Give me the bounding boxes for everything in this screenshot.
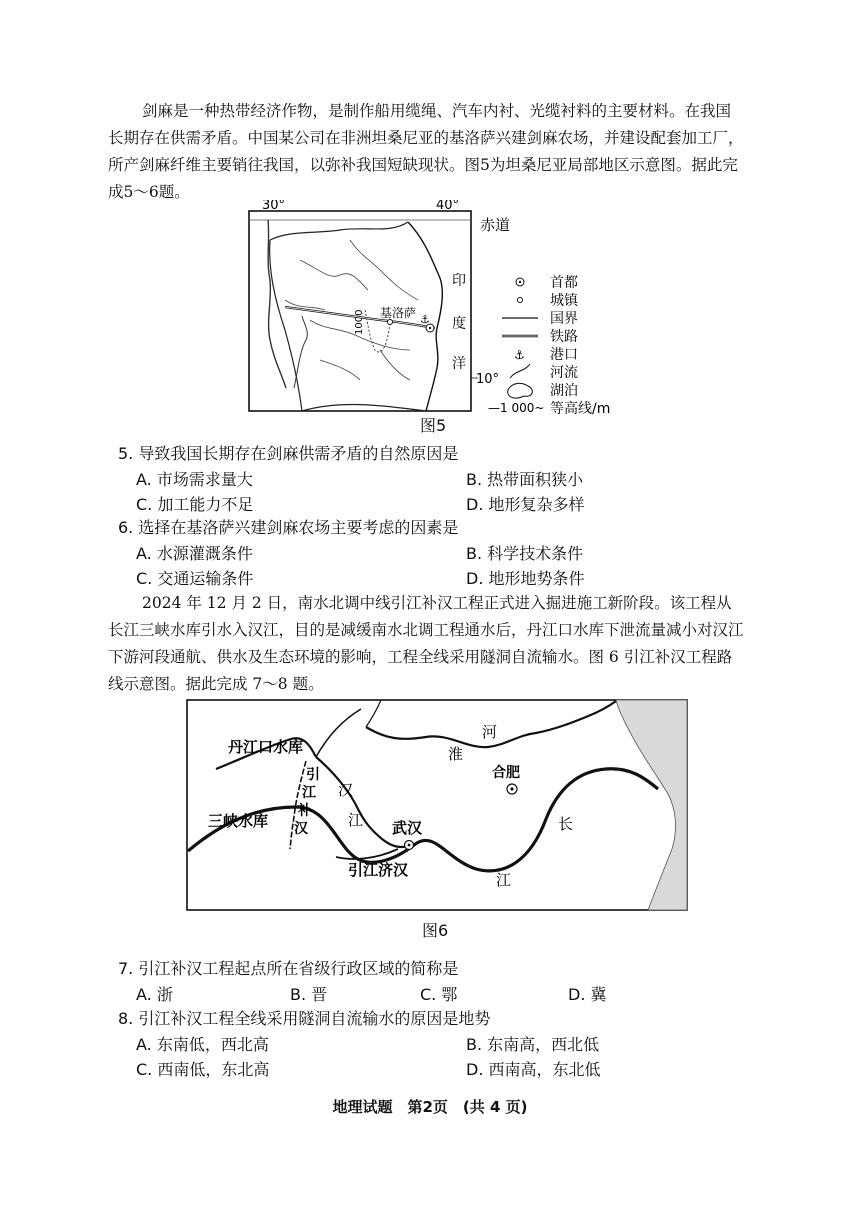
svg-text:补: 补 [298, 803, 312, 819]
legend-railway: 铁路 [550, 329, 578, 345]
legend-contour: 等高线/m [550, 401, 611, 417]
equator-label: 赤道 [480, 216, 511, 234]
passage-water-diversion [108, 590, 744, 698]
question-6-option-c[interactable]: C. 交通运输条件 [136, 569, 254, 588]
legend-river-icon [510, 364, 530, 378]
passage-sisal-text: 剑麻是一种热带经济作物，是制作船用缆绳、汽车内衬、光缆衬料的主要材料。在我国长期存在供需矛盾。中国某公司在非洲坦桑尼亚的基洛萨兴建剑麻农场，并建设配套加工厂，所产剑麻纤维主要销往我国，以弥补我国短缺现状。图5为坦桑尼亚局部地区示意图。据此完成5～6题。 [108, 102, 744, 201]
ocean-label-1: 印 [452, 273, 466, 289]
ocean-label-2: 度 [452, 316, 466, 332]
question-7-stem: 7. 引江补汉工程起点所在省级行政区域的简称是 [118, 959, 459, 978]
svg-text:江: 江 [302, 785, 316, 801]
question-5-option-b[interactable]: B. 热带面积狭小 [466, 470, 584, 489]
question-6-stem: 6. 选择在基洛萨兴建剑麻农场主要考虑的因素是 [118, 518, 459, 537]
legend-border: 国界 [550, 311, 578, 327]
han-label-2: 江 [348, 811, 364, 829]
legend-port-icon: ⚓ [514, 348, 525, 362]
svg-text:汉: 汉 [294, 821, 308, 837]
han-label-1: 汉 [338, 781, 354, 799]
question-8-stem: 8. 引江补汉工程全线采用隧洞自流输水的原因是地势 [118, 1009, 491, 1028]
map6-frame [187, 700, 687, 910]
question-8-option-a[interactable]: A. 东南低，西北高 [136, 1035, 269, 1054]
ocean-label-3: 洋 [452, 356, 466, 372]
figure-6-caption: 图6 [422, 921, 449, 940]
question-7-option-d[interactable]: D. 冀 [568, 985, 607, 1004]
lon-40-label: 40° [436, 200, 460, 213]
lake-shore [294, 316, 307, 388]
figure-5-map [240, 200, 620, 425]
question-5-option-c[interactable]: C. 加工能力不足 [136, 495, 254, 514]
legend-river: 河流 [550, 365, 578, 381]
map-legend [488, 275, 610, 417]
page-footer: 地理试题 第2页 (共 4 页) [332, 1098, 528, 1116]
hefei-label: 合肥 [492, 765, 520, 781]
question-5-stem: 5. 导致我国长期存在剑麻供需矛盾的自然原因是 [118, 444, 459, 463]
passage-water-diversion-text: 2024 年 12 月 2 日，南水北调中线引江补汉工程正式进入掘进施工新阶段。该工程从长江三峡水库引水入汉江，目的是减缓南水北调工程通水后，丹江口水库下泄流量减小对汉江下游河段通航、供水及生态环境的影响，工程全线采用隧洞自流输水。图 6 引江补汉工程路线示意图。据此完成 7～8 题。 [108, 594, 744, 693]
legend-capital: 首都 [550, 275, 578, 291]
question-5-option-d[interactable]: D. 地形复杂多样 [466, 495, 585, 514]
passage-sisal [108, 98, 744, 206]
figure-5-caption: 图5 [420, 416, 447, 435]
port-icon: ⚓ [420, 313, 430, 326]
kilosa-label: 基洛萨 [380, 306, 417, 320]
danjiangkou-label: 丹江口水库 [228, 738, 304, 756]
kilosa-town-marker [388, 320, 393, 325]
question-8-option-d[interactable]: D. 西南高，东北低 [466, 1060, 601, 1079]
jiang-label: 江 [496, 871, 512, 889]
lon-30-label: 30° [262, 200, 286, 213]
question-6-option-b[interactable]: B. 科学技术条件 [466, 544, 584, 563]
question-7-option-a[interactable]: A. 浙 [136, 985, 173, 1004]
lat-10-label: 10° [476, 372, 500, 387]
legend-lake: 湖泊 [550, 383, 578, 399]
figure-6-map [186, 699, 688, 911]
legend-town-icon [518, 298, 523, 303]
svg-text:引: 引 [306, 767, 320, 783]
legend-port: 港口 [550, 347, 578, 363]
question-8-option-c[interactable]: C. 西南低，东北高 [136, 1060, 270, 1079]
chang-label: 长 [558, 815, 574, 833]
question-6-option-d[interactable]: D. 地形地势条件 [466, 569, 585, 588]
contour-1000-label: 1000 [354, 309, 365, 335]
legend-lake-icon [508, 383, 533, 398]
yinjiang-jihan-label: 引江济汉 [348, 861, 409, 879]
huai-label-2: 河 [482, 723, 498, 741]
legend-contour-sample: —1 000~ [488, 401, 545, 415]
legend-town: 城镇 [550, 293, 578, 309]
question-7-option-c[interactable]: C. 鄂 [420, 985, 458, 1004]
wuhan-label: 武汉 [392, 819, 423, 837]
question-7-option-b[interactable]: B. 晋 [290, 985, 328, 1004]
question-6-option-a[interactable]: A. 水源灌溉条件 [136, 544, 253, 563]
sanxia-label: 三峡水库 [208, 812, 269, 830]
question-5-option-a[interactable]: A. 市场需求量大 [136, 470, 253, 489]
huai-label-1: 淮 [448, 745, 464, 763]
question-8-option-b[interactable]: B. 东南高，西北低 [466, 1035, 600, 1054]
